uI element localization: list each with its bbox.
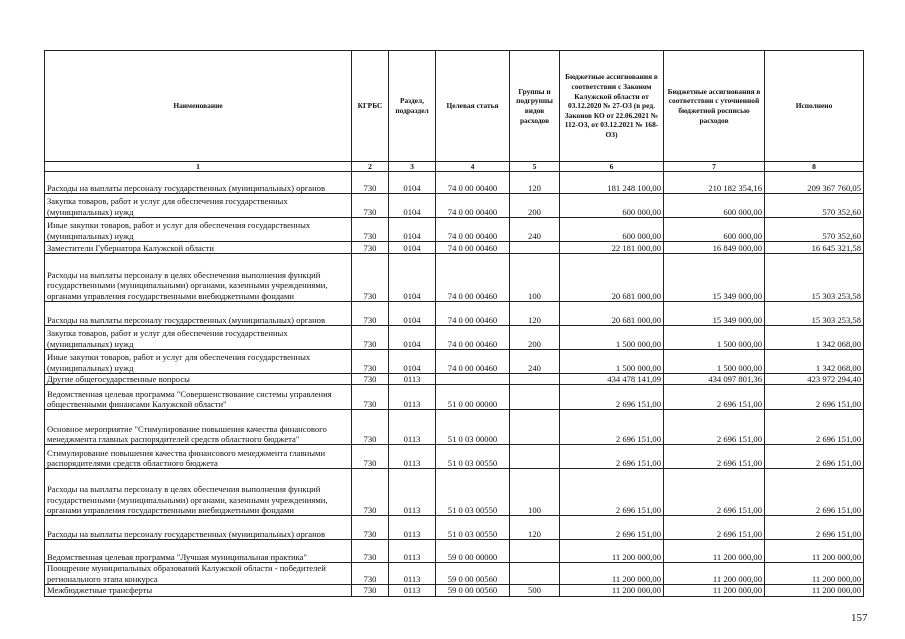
row-target: 51 0 03 00550 — [436, 516, 510, 540]
page-number: 157 — [851, 612, 868, 624]
table-row — [45, 326, 864, 350]
header-target: Целевая статья — [436, 51, 510, 162]
row-target: 74 0 00 00400 — [436, 194, 510, 218]
budget-table — [44, 50, 864, 597]
row-section: 0113 — [389, 410, 436, 445]
row-group — [510, 540, 560, 563]
row-group — [510, 242, 560, 254]
row-executed-amount: 11 200 000,00 — [765, 563, 864, 585]
row-executed-amount: 15 303 253,58 — [765, 254, 864, 302]
row-section: 0104 — [389, 350, 436, 374]
row-refined-amount: 11 200 000,00 — [664, 563, 765, 585]
row-law-amount: 11 200 000,00 — [560, 540, 664, 563]
row-law-amount: 22 181 000,00 — [560, 242, 664, 254]
row-section: 0104 — [389, 218, 436, 242]
row-refined-amount: 1 500 000,00 — [664, 326, 765, 350]
row-executed-amount: 15 303 253,58 — [765, 302, 864, 326]
row-refined-amount: 2 696 151,00 — [664, 516, 765, 540]
row-executed-amount: 423 972 294,40 — [765, 374, 864, 385]
row-ktrbs: 730 — [352, 516, 389, 540]
row-executed-amount: 11 200 000,00 — [765, 540, 864, 563]
row-ktrbs: 730 — [352, 445, 389, 469]
row-ktrbs: 730 — [352, 194, 389, 218]
row-ktrbs: 730 — [352, 374, 389, 385]
row-law-amount: 11 200 000,00 — [560, 585, 664, 596]
row-executed-amount: 2 696 151,00 — [765, 469, 864, 516]
row-name: Расходы на выплаты персоналу в целях обеспечения выполнения функций государственными (муниципальными) органами, казенными учреждениями, органами управления государственными внебюджетными фондами — [45, 469, 352, 516]
header-ktrbs: КГРБС — [352, 51, 389, 162]
row-refined-amount: 2 696 151,00 — [664, 445, 765, 469]
row-law-amount: 434 478 141,09 — [560, 374, 664, 385]
column-number: 5 — [510, 162, 560, 172]
row-target: 74 0 00 00460 — [436, 242, 510, 254]
row-name: Расходы на выплаты персоналу в целях обеспечения выполнения функций государственными (муниципальными) органами, казенными учреждениями, органами управления государственными внебюджетными фондами — [45, 254, 352, 302]
row-name: Основное мероприятие "Стимулирование повышения качества финансового менеджмента главных распорядителей средств областного бюджета" — [45, 410, 352, 445]
row-executed-amount: 209 367 760,05 — [765, 172, 864, 194]
row-executed-amount: 570 352,60 — [765, 194, 864, 218]
row-ktrbs: 730 — [352, 563, 389, 585]
row-ktrbs: 730 — [352, 469, 389, 516]
row-executed-amount: 2 696 151,00 — [765, 385, 864, 410]
row-target: 74 0 00 00460 — [436, 326, 510, 350]
column-number: 3 — [389, 162, 436, 172]
table-row — [45, 469, 864, 516]
row-refined-amount: 2 696 151,00 — [664, 469, 765, 516]
row-group: 100 — [510, 254, 560, 302]
row-executed-amount: 2 696 151,00 — [765, 445, 864, 469]
row-target: 51 0 03 00550 — [436, 469, 510, 516]
row-refined-amount: 434 097 801,36 — [664, 374, 765, 385]
row-ktrbs: 730 — [352, 410, 389, 445]
table-row — [45, 254, 864, 302]
row-law-amount: 2 696 151,00 — [560, 410, 664, 445]
row-ktrbs: 730 — [352, 326, 389, 350]
row-ktrbs: 730 — [352, 172, 389, 194]
row-law-amount: 2 696 151,00 — [560, 385, 664, 410]
row-group — [510, 410, 560, 445]
row-law-amount: 2 696 151,00 — [560, 516, 664, 540]
row-section: 0113 — [389, 469, 436, 516]
row-executed-amount: 2 696 151,00 — [765, 410, 864, 445]
table-body — [45, 172, 864, 597]
row-law-amount: 1 500 000,00 — [560, 326, 664, 350]
row-name: Другие общегосударственные вопросы — [45, 374, 352, 385]
row-target: 51 0 03 00550 — [436, 445, 510, 469]
row-target: 51 0 00 00000 — [436, 385, 510, 410]
row-name: Иные закупки товаров, работ и услуг для обеспечения государственных (муниципальных) нужд — [45, 218, 352, 242]
table-row — [45, 385, 864, 410]
column-number: 1 — [45, 162, 352, 172]
row-refined-amount: 2 696 151,00 — [664, 410, 765, 445]
header-refined: Бюджетные ассигнования в соответствии с уточненной бюджетной росписью расходов — [664, 51, 765, 162]
row-group: 240 — [510, 218, 560, 242]
row-refined-amount: 600 000,00 — [664, 194, 765, 218]
row-law-amount: 600 000,00 — [560, 194, 664, 218]
table-row — [45, 194, 864, 218]
row-target — [436, 374, 510, 385]
column-number: 4 — [436, 162, 510, 172]
row-group — [510, 563, 560, 585]
row-ktrbs: 730 — [352, 242, 389, 254]
row-name: Ведомственная целевая программа "Совершенствование системы управления общественными финансами Калужской области" — [45, 385, 352, 410]
row-group: 120 — [510, 172, 560, 194]
row-section: 0104 — [389, 194, 436, 218]
table-row — [45, 172, 864, 194]
row-target: 74 0 00 00400 — [436, 218, 510, 242]
row-ktrbs: 730 — [352, 385, 389, 410]
row-name: Расходы на выплаты персоналу государственных (муниципальных) органов — [45, 302, 352, 326]
table-row — [45, 302, 864, 326]
row-group: 240 — [510, 350, 560, 374]
table-row — [45, 585, 864, 596]
row-section: 0104 — [389, 242, 436, 254]
row-name: Заместители Губернатора Калужской области — [45, 242, 352, 254]
row-ktrbs: 730 — [352, 585, 389, 596]
table-row — [45, 516, 864, 540]
column-number: 6 — [560, 162, 664, 172]
row-refined-amount: 1 500 000,00 — [664, 350, 765, 374]
row-group — [510, 445, 560, 469]
row-executed-amount: 11 200 000,00 — [765, 585, 864, 596]
row-law-amount: 11 200 000,00 — [560, 563, 664, 585]
row-target: 51 0 03 00000 — [436, 410, 510, 445]
row-name: Закупка товаров, работ и услуг для обеспечения государственных (муниципальных) нужд — [45, 326, 352, 350]
row-group — [510, 374, 560, 385]
column-number: 2 — [352, 162, 389, 172]
row-group: 120 — [510, 516, 560, 540]
row-refined-amount: 15 349 000,00 — [664, 254, 765, 302]
table-row — [45, 563, 864, 585]
row-section: 0104 — [389, 302, 436, 326]
row-name: Ведомственная целевая программа "Лучшая муниципальная практика" — [45, 540, 352, 563]
row-target: 74 0 00 00400 — [436, 172, 510, 194]
row-section: 0113 — [389, 563, 436, 585]
header-row — [45, 51, 864, 162]
table-row — [45, 445, 864, 469]
row-name: Межбюджетные трансферты — [45, 585, 352, 596]
row-name: Иные закупки товаров, работ и услуг для обеспечения государственных (муниципальных) нужд — [45, 350, 352, 374]
row-refined-amount: 15 349 000,00 — [664, 302, 765, 326]
column-number: 8 — [765, 162, 864, 172]
row-ktrbs: 730 — [352, 540, 389, 563]
table-row — [45, 540, 864, 563]
row-law-amount: 2 696 151,00 — [560, 445, 664, 469]
row-name: Расходы на выплаты персоналу государственных (муниципальных) органов — [45, 516, 352, 540]
row-refined-amount: 16 849 000,00 — [664, 242, 765, 254]
table-row — [45, 350, 864, 374]
column-number-row — [45, 162, 864, 172]
row-law-amount: 1 500 000,00 — [560, 350, 664, 374]
table-row — [45, 410, 864, 445]
row-refined-amount: 210 182 354,16 — [664, 172, 765, 194]
row-group: 200 — [510, 326, 560, 350]
row-section: 0113 — [389, 540, 436, 563]
row-law-amount: 20 681 000,00 — [560, 254, 664, 302]
row-target: 74 0 00 00460 — [436, 350, 510, 374]
table-row — [45, 242, 864, 254]
row-name: Расходы на выплаты персоналу государственных (муниципальных) органов — [45, 172, 352, 194]
row-section: 0104 — [389, 172, 436, 194]
row-executed-amount: 2 696 151,00 — [765, 516, 864, 540]
row-ktrbs: 730 — [352, 350, 389, 374]
row-executed-amount: 1 342 068,00 — [765, 326, 864, 350]
header-executed: Исполнено — [765, 51, 864, 162]
header-groups: Группы и подгруппы видов расходов — [510, 51, 560, 162]
row-name: Поощрение муниципальных образований Калужской области - победителей регионального этапа конкурса — [45, 563, 352, 585]
row-ktrbs: 730 — [352, 302, 389, 326]
row-section: 0113 — [389, 385, 436, 410]
header-law: Бюджетные ассигнования в соответствии с Законом Калужской области от 03.12.2020 № 27-ОЗ (в ред. Законов КО от 22.06.2021 № 112-ОЗ, от 03.12.2021 № 168-ОЗ) — [560, 51, 664, 162]
row-group: 200 — [510, 194, 560, 218]
row-target: 59 0 00 00560 — [436, 563, 510, 585]
row-executed-amount: 570 352,60 — [765, 218, 864, 242]
row-group: 100 — [510, 469, 560, 516]
row-section: 0113 — [389, 445, 436, 469]
row-refined-amount: 11 200 000,00 — [664, 540, 765, 563]
row-section: 0104 — [389, 326, 436, 350]
row-law-amount: 600 000,00 — [560, 218, 664, 242]
row-law-amount: 20 681 000,00 — [560, 302, 664, 326]
row-executed-amount: 1 342 068,00 — [765, 350, 864, 374]
header-section: Раздел, подраздел — [389, 51, 436, 162]
row-group: 120 — [510, 302, 560, 326]
row-group: 500 — [510, 585, 560, 596]
header-name: Наименование — [45, 51, 352, 162]
table-row — [45, 374, 864, 385]
row-target: 74 0 00 00460 — [436, 254, 510, 302]
row-section: 0113 — [389, 516, 436, 540]
row-section: 0113 — [389, 585, 436, 596]
row-section: 0104 — [389, 254, 436, 302]
row-section: 0113 — [389, 374, 436, 385]
row-ktrbs: 730 — [352, 254, 389, 302]
row-name: Закупка товаров, работ и услуг для обеспечения государственных (муниципальных) нужд — [45, 194, 352, 218]
row-target: 59 0 00 00000 — [436, 540, 510, 563]
row-target: 59 0 00 00560 — [436, 585, 510, 596]
row-refined-amount: 2 696 151,00 — [664, 385, 765, 410]
row-executed-amount: 16 645 321,58 — [765, 242, 864, 254]
row-refined-amount: 600 000,00 — [664, 218, 765, 242]
column-number: 7 — [664, 162, 765, 172]
row-law-amount: 181 248 100,00 — [560, 172, 664, 194]
row-ktrbs: 730 — [352, 218, 389, 242]
row-refined-amount: 11 200 000,00 — [664, 585, 765, 596]
row-name: Стимулирование повышения качества финансового менеджмента главными распорядителями средств областного бюджета — [45, 445, 352, 469]
table-row — [45, 218, 864, 242]
row-law-amount: 2 696 151,00 — [560, 469, 664, 516]
row-group — [510, 385, 560, 410]
row-target: 74 0 00 00460 — [436, 302, 510, 326]
